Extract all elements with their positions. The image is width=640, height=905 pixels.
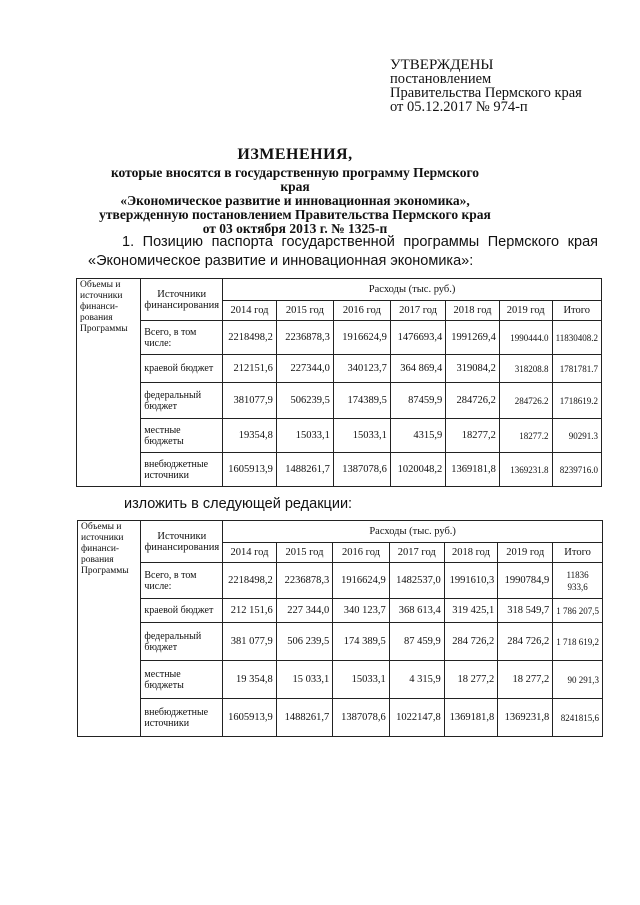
- value-cell: 19 354,8: [223, 661, 276, 699]
- value-cell: 15033,1: [333, 661, 390, 699]
- source-label: местные бюджеты: [141, 661, 223, 699]
- approval-stamp: [390, 58, 582, 114]
- source-label: местные бюджеты: [141, 419, 223, 453]
- title-line: «Экономическое развитие и инновационная экономика»,: [120, 193, 470, 208]
- value-cell: 1916624,9: [333, 563, 390, 599]
- year-header: 2019 год: [499, 301, 552, 321]
- value-cell: 227 344,0: [276, 599, 333, 623]
- value-cell: 1369231,8: [498, 699, 553, 737]
- value-cell: 19354,8: [223, 419, 277, 453]
- value-cell: 2236878,3: [276, 563, 333, 599]
- table-new-financing: [77, 520, 603, 737]
- year-header: 2016 год: [333, 543, 390, 563]
- expenses-header: Расходы (тыс. руб.): [223, 521, 603, 543]
- expenses-header: Расходы (тыс. руб.): [223, 279, 602, 301]
- total-cell: 1 718 619,2: [553, 623, 603, 661]
- total-cell: 1 786 207,5: [553, 599, 603, 623]
- value-cell: 381 077,9: [223, 623, 276, 661]
- value-cell: 1369181,8: [446, 453, 500, 487]
- total-cell: 1718619.2: [552, 383, 601, 419]
- paragraph-2: изложить в следующей редакции:: [124, 496, 353, 512]
- year-header: 2014 год: [223, 543, 276, 563]
- value-cell: 340123,7: [333, 355, 390, 383]
- source-label: краевой бюджет: [141, 599, 223, 623]
- table-row: [77, 355, 602, 383]
- approval-line: Правительства Пермского края: [390, 85, 582, 101]
- approval-line: постановлением: [390, 71, 492, 87]
- value-cell: 4 315,9: [389, 661, 444, 699]
- value-cell: 284726.2: [499, 383, 552, 419]
- value-cell: 506239,5: [276, 383, 333, 419]
- value-cell: 174389,5: [333, 383, 390, 419]
- total-header: Итого: [553, 543, 603, 563]
- total-header: Итого: [552, 301, 601, 321]
- total-cell: 90291.3: [552, 419, 601, 453]
- source-label: федеральный бюджет: [141, 623, 223, 661]
- total-cell: 11836 933,6: [553, 563, 603, 599]
- value-cell: 319084,2: [446, 355, 500, 383]
- value-cell: 1022147,8: [389, 699, 444, 737]
- year-header: 2019 год: [498, 543, 553, 563]
- value-cell: 1369231.8: [499, 453, 552, 487]
- row-header: Объемы и источники финанси-рования Программы: [78, 521, 141, 737]
- value-cell: 1990444.0: [499, 321, 552, 355]
- table-row: [78, 623, 603, 661]
- value-cell: 1991610,3: [444, 563, 497, 599]
- value-cell: 15033,1: [333, 419, 390, 453]
- year-header: 2017 год: [389, 543, 444, 563]
- value-cell: 18 277,2: [444, 661, 497, 699]
- title-heading: ИЗМЕНЕНИЯ,: [237, 146, 353, 163]
- value-cell: 318208.8: [499, 355, 552, 383]
- value-cell: 284 726,2: [498, 623, 553, 661]
- approval-title: УТВЕРЖДЕНЫ: [390, 57, 494, 73]
- value-cell: 2236878,3: [276, 321, 333, 355]
- source-header: Источники финансирования: [141, 521, 223, 563]
- total-cell: 11830408.2: [552, 321, 601, 355]
- value-cell: 318 549,7: [498, 599, 553, 623]
- title-line: от 03 октября 2013 г. № 1325-п: [202, 221, 388, 236]
- table-row: [77, 321, 602, 355]
- total-cell: 1781781.7: [552, 355, 601, 383]
- document-title: [95, 146, 495, 236]
- title-line: которые вносятся в государственную программу Пермского края: [110, 165, 480, 194]
- table-row: [77, 419, 602, 453]
- value-cell: 364 869,4: [390, 355, 445, 383]
- value-cell: 174 389,5: [333, 623, 390, 661]
- source-header: Источники финансирования: [141, 279, 223, 321]
- value-cell: 1387078,6: [333, 699, 390, 737]
- year-header: 2016 год: [333, 301, 390, 321]
- table-row: [78, 599, 603, 623]
- paragraph-1: [88, 233, 598, 271]
- table-row: [77, 383, 602, 419]
- value-cell: 18277,2: [446, 419, 500, 453]
- value-cell: 2218498,2: [223, 321, 277, 355]
- value-cell: 1369181,8: [444, 699, 497, 737]
- value-cell: 340 123,7: [333, 599, 390, 623]
- value-cell: 212151,6: [223, 355, 277, 383]
- year-header: 2014 год: [223, 301, 277, 321]
- value-cell: 15 033,1: [276, 661, 333, 699]
- year-header: 2017 год: [390, 301, 445, 321]
- value-cell: 1488261,7: [276, 699, 333, 737]
- value-cell: 1387078,6: [333, 453, 390, 487]
- source-label: внебюджетные источники: [141, 699, 223, 737]
- title-line: утвержденную постановлением Правительства Пермского края: [99, 207, 491, 222]
- source-label: внебюджетные источники: [141, 453, 223, 487]
- table-row: [78, 661, 603, 699]
- value-cell: 1488261,7: [276, 453, 333, 487]
- value-cell: 368 613,4: [389, 599, 444, 623]
- table-row: [78, 563, 603, 599]
- value-cell: 1990784,9: [498, 563, 553, 599]
- paragraph-1-line: 1. Позицию паспорта государственной программы Пермского края: [122, 234, 598, 250]
- year-header: 2018 год: [444, 543, 497, 563]
- value-cell: 87459,9: [390, 383, 445, 419]
- total-cell: 90 291,3: [553, 661, 603, 699]
- value-cell: 15033,1: [276, 419, 333, 453]
- total-cell: 8241815,6: [553, 699, 603, 737]
- source-label: краевой бюджет: [141, 355, 223, 383]
- paragraph-1-line: «Экономическое развитие и инновационная экономика»:: [88, 253, 474, 269]
- value-cell: 1482537,0: [389, 563, 444, 599]
- value-cell: 1991269,4: [446, 321, 500, 355]
- value-cell: 506 239,5: [276, 623, 333, 661]
- value-cell: 1476693,4: [390, 321, 445, 355]
- value-cell: 227344,0: [276, 355, 333, 383]
- table-old-financing: [76, 278, 602, 487]
- year-header: 2015 год: [276, 543, 333, 563]
- source-label: Всего, в том числе:: [141, 321, 223, 355]
- value-cell: 1916624,9: [333, 321, 390, 355]
- table-row: [78, 699, 603, 737]
- row-header: Объемы и источники финанси-рования Программы: [77, 279, 141, 487]
- value-cell: 4315,9: [390, 419, 445, 453]
- value-cell: 2218498,2: [223, 563, 276, 599]
- value-cell: 1020048,2: [390, 453, 445, 487]
- table-row: [77, 453, 602, 487]
- value-cell: 18 277,2: [498, 661, 553, 699]
- value-cell: 212 151,6: [223, 599, 276, 623]
- value-cell: 1605913,9: [223, 453, 277, 487]
- value-cell: 284 726,2: [444, 623, 497, 661]
- source-label: федеральный бюджет: [141, 383, 223, 419]
- value-cell: 18277.2: [499, 419, 552, 453]
- value-cell: 381077,9: [223, 383, 277, 419]
- total-cell: 8239716.0: [552, 453, 601, 487]
- approval-date: от 05.12.2017 № 974-п: [390, 99, 528, 115]
- year-header: 2018 год: [446, 301, 500, 321]
- value-cell: 284726,2: [446, 383, 500, 419]
- year-header: 2015 год: [276, 301, 333, 321]
- value-cell: 87 459,9: [389, 623, 444, 661]
- source-label: Всего, в том числе:: [141, 563, 223, 599]
- value-cell: 1605913,9: [223, 699, 276, 737]
- value-cell: 319 425,1: [444, 599, 497, 623]
